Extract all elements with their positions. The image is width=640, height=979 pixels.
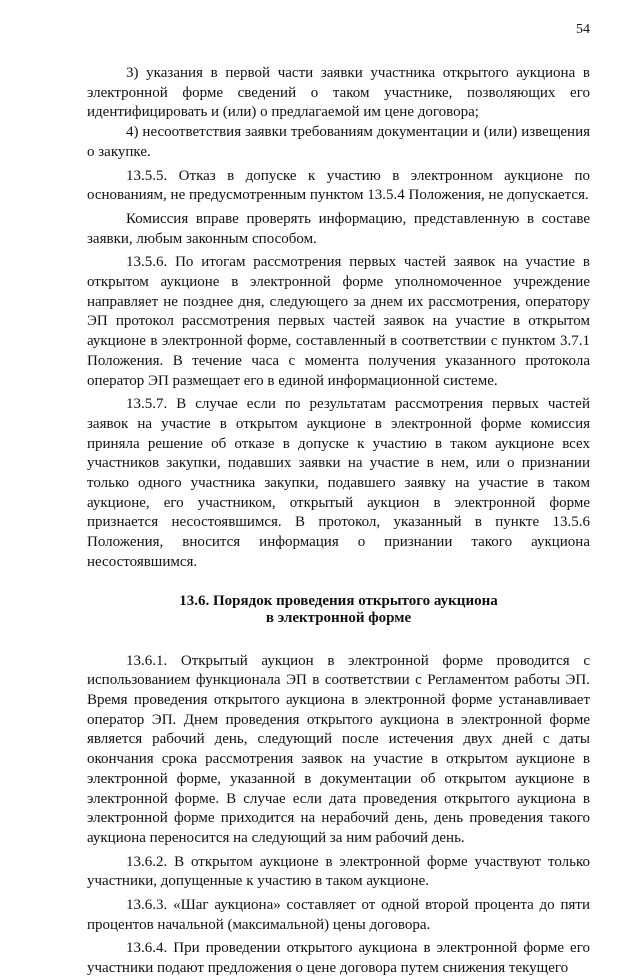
section-heading-line: 13.6. Порядок проведения открытого аукциона [179,592,498,609]
paragraph: 13.5.7. В случае если по результатам рассмотрения первых частей заявок на участие в открытом аукционе в электронной форме комиссия приняла решение об отказе в допуске к участию в таком аукционе всех участников закупки, подавших заявки на участие в нем, или о признании только одного участника закупки, подавшего заявку на участие в таком аукционе, его участником, открытый аукцион в электронной форме признается несостоявшимся. В протокол, указанный в пункте 13.5.6 Положения, вносится информация о признании такого аукциона несостоявшимся. [87,396,590,570]
paragraph: 13.5.6. По итогам рассмотрения первых частей заявок на участие в открытом аукционе в электронной форме уполномоченное учреждение направляет не позднее дня, следующего за днем их рассмотрения, оператору ЭП протокол рассмотрения первых частей заявок на участие в открытом аукционе в электронной форме, составленный в соответствии с пунктом 3.7.1 Положения. В течение часа с момента получения указанного протокола оператор ЭП размещает его в единой информационной системе. [87,254,590,389]
paragraph: 3) указания в первой части заявки участника открытого аукциона в электронной форме сведений о таком участнике, позволяющих его идентифицировать и (или) о предлагаемой им цене договора; [87,65,590,121]
document-body [87,64,590,979]
paragraph: 13.6.2. В открытом аукционе в электронной форме участвуют только участники, допущенные к участию в таком аукционе. [87,853,590,890]
paragraph: 13.6.3. «Шаг аукциона» составляет от одной второй процента до пяти процентов начальной (максимальной) цены договора. [87,897,590,933]
section-heading-line: в электронной форме [265,609,412,626]
paragraph: Комиссия вправе проверять информацию, представленную в составе заявки, любым законным способом. [87,210,590,247]
page-number: 54 [576,22,590,37]
paragraph: 13.6.1. Открытый аукцион в электронной форме проводится с использованием функционала ЭП в соответствии с Регламентом работы ЭП. Время проведения открытого аукциона в электронной форме устанавливает оператор ЭП. Днем проведения открытого аукциона в электронной форме является рабочий день, следующий после истечения двух дней с даты окончания срока рассмотрения заявок на участие в открытом аукционе в электронной форме, указанной в документации об открытом аукционе в электронной форме. В случае если дата проведения открытого аукциона в электронной форме приходится на нерабочий день, день проведения такого аукциона переносится на следующий за ним рабочий день. [87,652,590,846]
paragraph: 4) несоответствия заявки требованиям документации и (или) извещения о закупке. [87,124,590,160]
paragraph: 13.6.4. При проведении открытого аукциона в электронной форме его участники подают предложения о цене договора путем снижения текущего [87,940,590,977]
section-heading [87,593,590,627]
paragraph: 13.5.5. Отказ в допуске к участию в электронном аукционе по основаниям, не предусмотренным пунктом 13.5.4 Положения, не допускается. [87,167,590,204]
